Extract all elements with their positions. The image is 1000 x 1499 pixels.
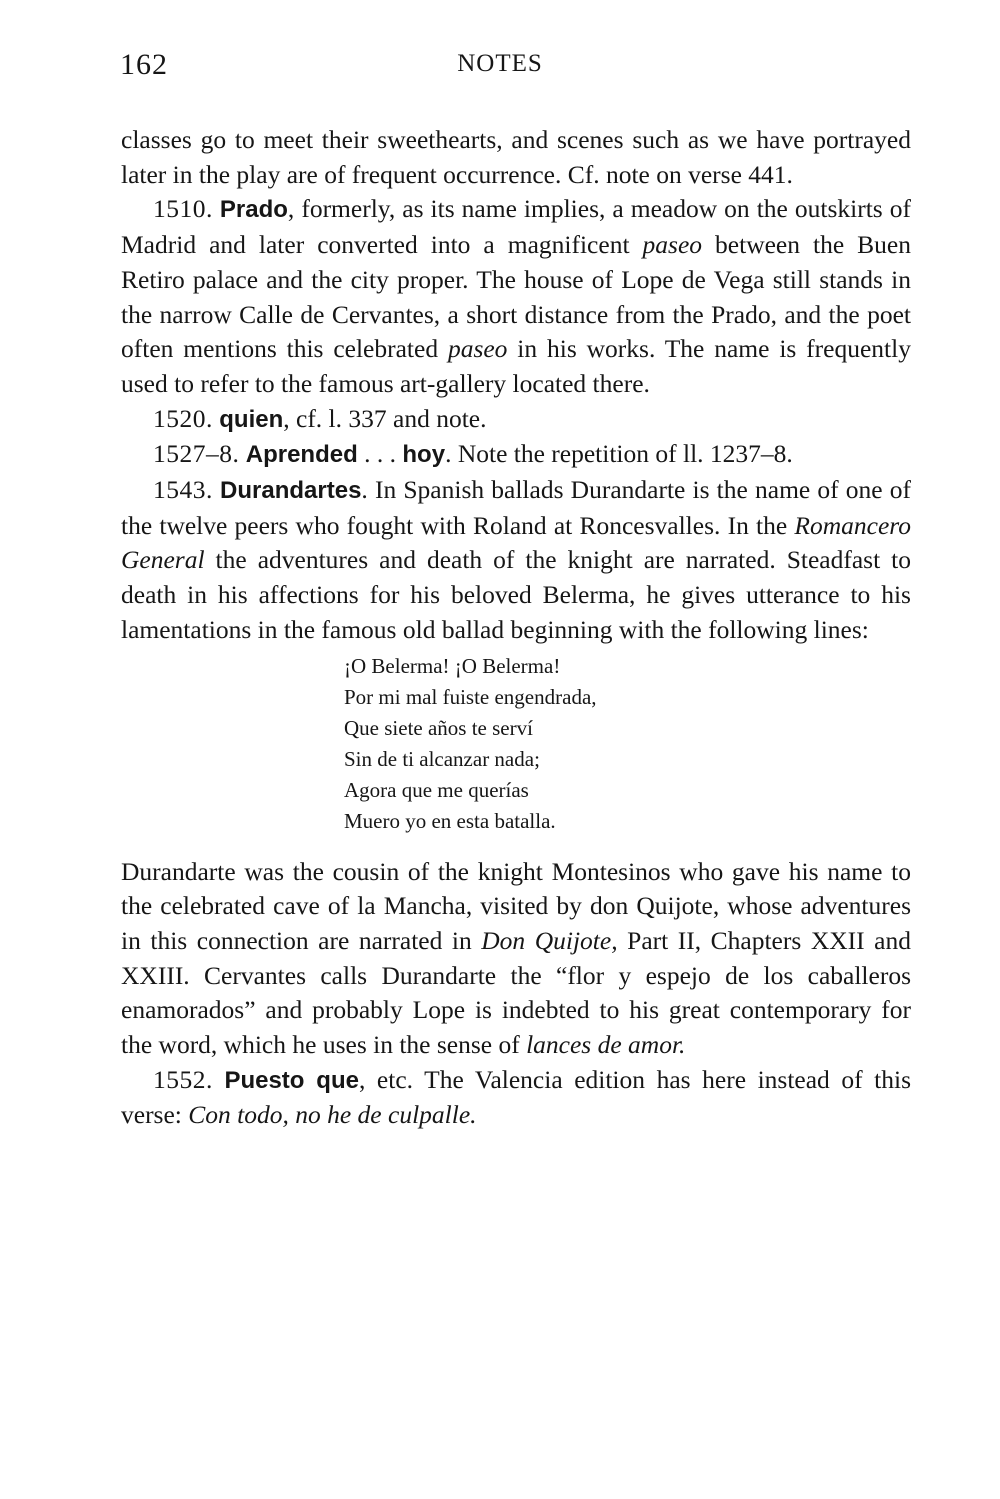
continuation-paragraph: classes go to meet their sweethearts, and scenes such as we have portrayed later in the play are of frequent occurrence. Cf. note on verse 441. bbox=[121, 125, 911, 189]
page-number: 162 bbox=[120, 48, 168, 81]
running-head: NOTES bbox=[457, 50, 543, 77]
note-headword: quien bbox=[219, 405, 284, 433]
ballad-line: ¡O Belerma! ¡O Belerma! bbox=[344, 653, 561, 678]
note-1520 bbox=[121, 402, 911, 438]
ballad-quotation bbox=[344, 651, 911, 837]
note-text: the adventures and death of the knight are narrated. Steadfast to death in his affections for his beloved Belerma, he gives utterance to his lamentations in the famous old ballad beginning with the following lines: bbox=[121, 545, 911, 644]
notes-body bbox=[121, 123, 911, 1133]
note-text: . Note the repetition of ll. 1237–8. bbox=[445, 439, 793, 469]
note-text: , cf. l. 337 and note. bbox=[283, 403, 487, 433]
note-number: 1552. bbox=[153, 1064, 213, 1094]
note-italic: paseo bbox=[642, 230, 703, 260]
ballad-line: Por mi mal fuiste engendrada, bbox=[344, 684, 597, 709]
note-1552 bbox=[121, 1063, 911, 1133]
note-number: 1543. bbox=[153, 475, 213, 505]
note-text: , formerly, as its name implies, a meadow on the outskirts of Madrid and later converted into a magnificent bbox=[121, 194, 911, 260]
note-text: Durandarte was the cousin of the knight Montesinos who gave his name to the celebrated cave of la Mancha, visited by don Quijote, whose adventures in this connection are narrated in bbox=[121, 856, 911, 955]
note-text: in his works. The name is frequently used to refer to the famous art-gallery located there. bbox=[121, 334, 911, 398]
note-1527-8 bbox=[121, 437, 911, 473]
ballad-line: Agora que me querías bbox=[344, 777, 529, 802]
note-text: Part II, Chapters XXII and XXIII. Cervantes calls Durandarte the “flor y espejo de los caballeros enamorados” and probably Lope is indebted to his great contemporary for the word, which he uses in the sense of bbox=[121, 925, 911, 1060]
note-number: 1527–8. bbox=[153, 439, 240, 469]
note-headword: hoy bbox=[402, 441, 446, 469]
ballad-line: Sin de ti alcanzar nada; bbox=[344, 746, 540, 771]
ballad-line: Muero yo en esta batalla. bbox=[344, 808, 556, 833]
note-1543-continuation bbox=[121, 855, 911, 1063]
note-text: , etc. The Valencia edition has here instead of this verse: bbox=[121, 1064, 912, 1130]
note-ellipsis: . . . bbox=[357, 439, 403, 469]
note-number: 1520. bbox=[153, 403, 213, 433]
note-headword: Puesto que bbox=[224, 1066, 359, 1094]
note-text: . In Spanish ballads Durandarte is the name of one of the twelve peers who fought with Roland at Roncesvalles. In the bbox=[121, 475, 912, 540]
note-headword: Aprended bbox=[245, 441, 358, 469]
note-italic: paseo bbox=[447, 334, 508, 364]
note-headword: Durandartes bbox=[220, 477, 362, 505]
note-number: 1510. bbox=[153, 194, 213, 224]
note-headword: Prado bbox=[219, 196, 288, 224]
note-italic: lances de amor. bbox=[526, 1030, 686, 1060]
note-1510 bbox=[121, 192, 911, 401]
note-italic: Don Quijote, bbox=[481, 925, 618, 955]
note-text: between the Buen Retiro palace and the city proper. The house of Lope de Vega still stands in the narrow Calle de Cervantes, a short distance from the Prado, and the poet often mentions this celebrated bbox=[121, 230, 911, 364]
note-1543 bbox=[121, 473, 911, 648]
ballad-line: Que siete años te serví bbox=[344, 715, 533, 740]
note-italic: Con todo, no he de culpalle. bbox=[188, 1100, 477, 1130]
note-italic: Romancero General bbox=[121, 510, 911, 575]
